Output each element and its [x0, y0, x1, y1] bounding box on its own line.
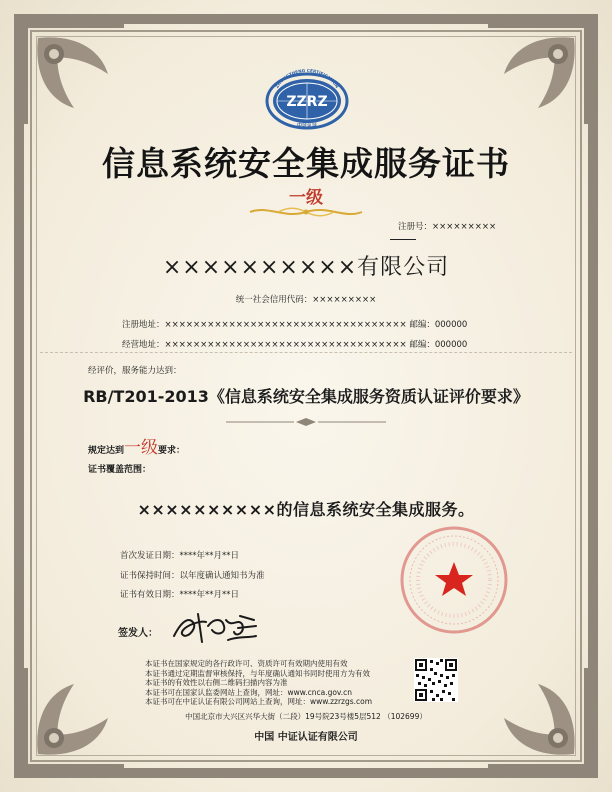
svg-text:中证认证: 中证认证	[296, 123, 318, 129]
certificate-level: 一级	[289, 188, 323, 208]
level-requirement-suffix: 要求：	[158, 446, 186, 456]
handwritten-signature	[168, 606, 260, 646]
level-requirement	[88, 433, 185, 458]
dotted-divider	[40, 352, 572, 353]
zzrz-logo	[262, 68, 352, 130]
corner-ornament-icon	[14, 14, 124, 124]
qr-code-icon[interactable]	[414, 658, 458, 702]
level-requirement-level: 一级	[124, 438, 159, 458]
gold-flourish-icon	[248, 205, 364, 219]
note-line: 本证书可在中证认证有限公司网站上查询，网址：www.zzrzgs.com	[145, 697, 373, 707]
signer-label: 签发人：	[118, 628, 158, 639]
note-line: 本证书通过定期监督审核保持，与年度确认通知书同时使用方为有效	[145, 668, 370, 678]
scope-label: 证书覆盖范围：	[88, 465, 152, 475]
note-line: 本证书可在国家认监委网站上查询，网址：www.cnca.gov.cn	[145, 687, 353, 697]
registered-address: 注册地址：×××××××××××××××××××××××××××××××××× 邮编：000000	[122, 320, 468, 330]
certificate-notes	[145, 659, 372, 707]
ornamental-divider-icon	[224, 417, 388, 427]
level-requirement-prefix: 规定达到	[88, 446, 125, 456]
keeping-period: 证书保持时间：以年度确认通知书为准	[120, 571, 265, 581]
corner-ornament-icon	[14, 668, 124, 778]
corner-ornament-icon	[488, 14, 598, 124]
issue-date: 首次发证日期：****年**月**日	[120, 551, 240, 561]
registration-underline	[390, 239, 416, 240]
certificate-title: 信息系统安全集成服务证书	[102, 144, 510, 183]
standard-title: RB/T201-2013《信息系统安全集成服务资质认证评价要求》	[83, 387, 529, 406]
valid-date: 证书有效日期：****年**月**日	[120, 590, 240, 600]
issuer-name: 中国 中证认证有限公司	[254, 732, 358, 743]
company-seal	[398, 524, 510, 636]
scope-text: ××××××××××的信息系统安全集成服务。	[137, 500, 475, 519]
registration-number: 注册号：×××××××××	[398, 222, 497, 232]
note-line: 本证书的有效性以右侧二维码扫描内容为准	[145, 678, 288, 688]
svg-text:ZHONGZHENG CERTIFICATION: ZHONGZHENG CERTIFICATION	[274, 68, 340, 89]
svg-text:ZZRZ: ZZRZ	[286, 94, 328, 110]
issuer-address: 中国北京市大兴区兴华大街（二段）19号院23号楼5层512 （102699）	[185, 712, 427, 721]
business-address: 经营地址：×××××××××××××××××××××××××××××××××× 邮编：000000	[122, 340, 468, 350]
company-name: ××××××××××有限公司	[162, 255, 450, 280]
credit-code: 统一社会信用代码：×××××××××	[235, 295, 377, 305]
evaluation-label: 经评价，服务能力达到：	[88, 366, 182, 376]
note-line: 本证书在国家规定的各行政许可、资质许可有效期内使用有效	[145, 659, 348, 668]
corner-ornament-icon	[488, 668, 598, 778]
